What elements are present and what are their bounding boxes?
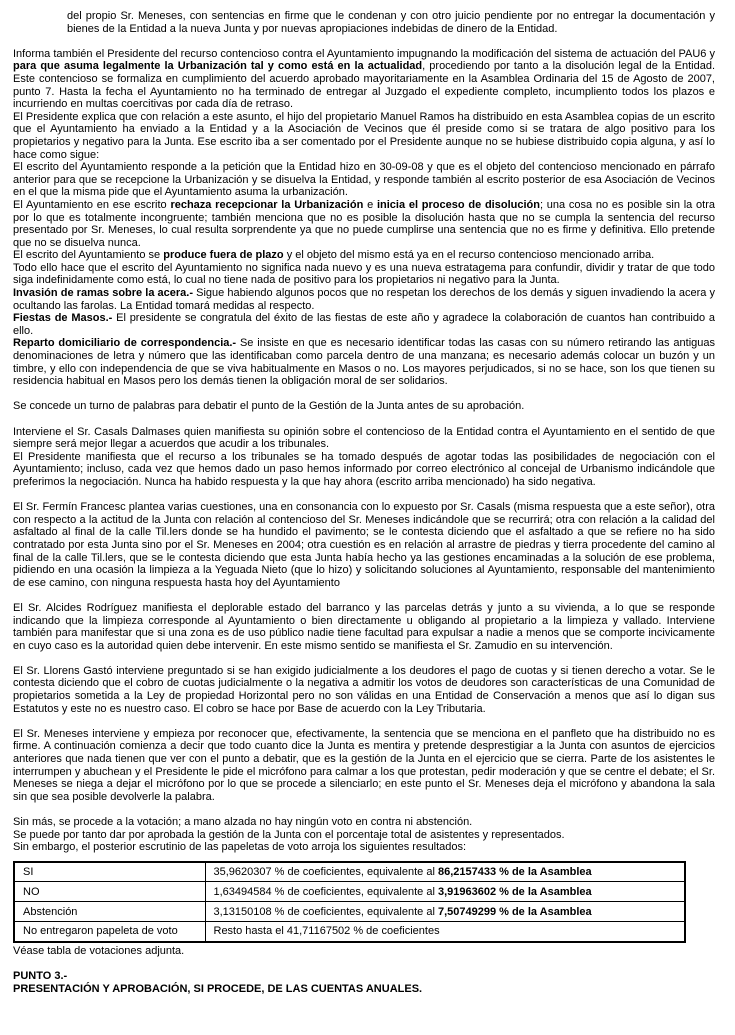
text-run: Informa también el Presidente del recurso contencioso contra el Ayuntamiento impugnando la modificación del sistema de actuación del PAU6 y [13, 47, 715, 60]
text-run: El Sr. Meneses interviene y empieza por reconocer que, efectivamente, la sentencia que se menciona en el panfleto que ha distribuido no es firme. A continuación comienza a decir que todo cuanto dice la Junta es mentira y pretende desprestigiar a la Junta con asuntos de ejercicios anteriores que nada tienen que ver con el punto a debatir, que es la gestión de la Junta en el ejercicio que se cierra. Parte de los asistentes le interrumpen y abuchean y el Presidente le pide el micrófono para calmar a los que protestan, pedir moderación y que se centre el debate; el Sr. Meneses se niega a dejar el micrófono por lo que se procede a silenciarlo; en este punto el Sr. Meneses deja el micrófono y abandona la sala sin que sea posible devolverle la palabra. [13, 727, 715, 803]
paragraph-spacer [13, 715, 715, 728]
table-row [14, 882, 685, 902]
text-run: Véase tabla de votaciones adjunta. [13, 944, 185, 957]
text-run-bold: 86,2157433 % de la Asamblea [437, 865, 592, 878]
vote-result-cell [205, 922, 685, 942]
paragraph-fermin-francesc [13, 501, 715, 589]
text-run-bold: para que asuma legalmente la Urbanización tal y como está en la actualidad [13, 60, 423, 73]
document-body [13, 10, 715, 995]
paragraph-casals-dalmases [13, 426, 715, 451]
paragraph-presidente-explica [13, 111, 715, 161]
paragraph-invasion-ramas [13, 287, 715, 312]
vote-option-cell: No entregaron papeleta de voto [14, 922, 205, 942]
paragraph-recurso-contencioso [13, 48, 715, 111]
text-run: El presidente se congratula del éxito de las fiestas de este año y agradece la colaboración de cuantos han contribuido a ello. [13, 312, 715, 337]
text-run: Se concede un turno de palabras para debatir el punto de la Gestión de la Junta antes de su aprobación. [13, 400, 525, 413]
paragraph-spacer [13, 489, 715, 502]
vote-result-cell [205, 862, 685, 882]
text-run: e [363, 198, 377, 211]
heading-cuentas-anuales [13, 983, 715, 996]
paragraph-fuera-de-plazo [13, 249, 715, 262]
paragraph-alcides-rodriguez [13, 602, 715, 652]
text-run: Todo ello hace que el escrito del Ayuntamiento no significa nada nuevo y es una nueva estratagema para confundir, dividir y tratar de que todo siga indefinidamente como está, lo cual no tiene nada de positivo para los propietarios ni negativo para la Junta. [13, 261, 715, 287]
paragraph-vease-tabla [13, 945, 715, 958]
paragraph-spacer [13, 35, 715, 48]
paragraph-meneses-sentencias [67, 10, 715, 35]
text-run: El Sr. Llorens Gastó interviene preguntado si se han exigido judicialmente a los deudores el pago de cuotas y si tienen derecho a votar. Se le contesta diciendo que el cobro de cuotas judicialmente o la negativa a admitir los votos de deudores son características de una Comunidad de propietarios sometida a la Ley de propiedad Horizontal pero no son válidas en una Entidad de Conservación a menos que así lo digan sus Estatutos y este no es nuestro caso. El cobro se hace por Base de acuerdo con la Ley Tributaria. [13, 664, 715, 715]
text-run: 3,13150108 % de coeficientes, equivalente al [213, 905, 438, 918]
text-run: , procediendo por tanto a la disolución legal de la Entidad. Este contencioso se formaliza en cumplimiento del acuerdo aprobado mayoritariamente en la Asamblea Ordinaria del 15 de Agosto de 2007, punto 7. Hasta la fecha el Ayuntamiento no ha terminado de entregar al Juzgado el expediente completo, incumpliento todos los plazos e incurriendo en multas coercitivas por cada día de retraso. [13, 60, 715, 111]
text-run-bold: 7,50749299 % de la Asamblea [437, 905, 592, 918]
vote-option-cell: Abstención [14, 902, 205, 922]
text-run: y el objeto del mismo está ya en el recurso contencioso mencionado arriba. [283, 249, 655, 262]
paragraph-spacer [13, 589, 715, 602]
paragraph-spacer [13, 413, 715, 426]
paragraph-meneses-interviene [13, 728, 715, 804]
text-run: 35,9620307 % de coeficientes, equivalente al [213, 865, 438, 878]
table-row [14, 862, 685, 882]
vote-results-table [13, 861, 686, 943]
text-run: El escrito del Ayuntamiento se [13, 249, 164, 262]
text-run-bold: rechaza recepcionar la Urbanización [170, 198, 364, 211]
paragraph-spacer [13, 652, 715, 665]
text-run: Interviene el Sr. Casals Dalmases quien manifiesta su opinión sobre el contencioso de la Entidad contra el Ayuntamiento en el sentido de que siempre será mejor llegar a acuerdos que acudir a los tribunales. [13, 425, 715, 451]
text-run: 1,63494584 % de coeficientes, equivalente al [213, 885, 438, 898]
text-run-bold: PRESENTACIÓN Y APROBACIÓN, SI PROCEDE, DE LAS CUENTAS ANUALES. [13, 982, 423, 995]
paragraph-presidente-manifiesta [13, 451, 715, 489]
paragraph-spacer [13, 803, 715, 816]
text-run: El Sr. Alcides Rodríguez manifiesta el deplorable estado del barranco y las parcelas detrás y junto a su vivienda, a lo que se responde indicando que la limpieza corresponde al Ayuntamiento o bien directamente u obligando al propietario a la limpieza y vallado. Interviene también para manifestar que si una zona es de uso público nadie tiene facultad para expulsar a nadie a menos que se comporte incivicamente en cuyo caso es la autoridad quien debe intervenir. En este mismo sentido se manifiesta el Sr. Zamudio en su intervención. [13, 601, 715, 652]
text-run-bold: 3,91963602 % de la Asamblea [437, 885, 592, 898]
paragraph-rechaza-recepcionar [13, 199, 715, 249]
text-run-bold: PUNTO 3.- [13, 970, 68, 983]
text-run: Sin embargo, el posterior escrutinio de las papeletas de voto arroja los siguientes resultados: [13, 841, 467, 854]
paragraph-escrito-responde [13, 161, 715, 199]
text-run: El Presidente manifiesta que el recurso a los tribunales se ha tomado después de agotar todas las posibilidades de negociación con el Ayuntamiento; incluso, cada vez que hemos dado un paso hemos informado por correo electrónico al concejal de Urbanismo indicándole que preferimos la negociación. Nunca ha habido respuesta y la que hay ahora (escrito arriba mencionado) ha sido negativa. [13, 450, 715, 488]
vote-result-cell [205, 902, 685, 922]
text-run-bold: Invasión de ramas sobre la acera.- [13, 287, 194, 300]
text-run: El escrito del Ayuntamiento responde a la petición que la Entidad hizo en 30-09-08 y que es el objeto del contencioso mencionado en párrafo anterior para que se recepcione la Urbanización y se disuelva la Entidad, y responde también al escrito posterior de esa Asociación de Vecinos en el que la misma pide que el Ayuntamiento asuma la urbanización. [13, 161, 715, 199]
text-run-bold: inicia el proceso de disolución [376, 198, 540, 211]
text-run: Resto hasta el 41,71167502 % de coeficientes [213, 925, 440, 938]
table-row [14, 902, 685, 922]
vote-option-cell: NO [14, 882, 205, 902]
paragraph-llorens-gasto [13, 665, 715, 715]
table-row [14, 922, 685, 942]
paragraph-estratagema [13, 262, 715, 287]
heading-punto-3 [13, 970, 715, 983]
text-run: del propio Sr. Meneses, con sentencias en firme que le condenan y con otro juicio pendiente por no entregar la documentación y bienes de la Entidad a la nueva Junta y por nuevas apropiaciones indebidas de dinero de la Entidad. [67, 10, 715, 35]
text-run: El Sr. Fermín Francesc plantea varias cuestiones, una en consonancia con lo expuesto por Sr. Casals (misma respuesta que a este señor), otra con respecto a la actitud de la Junta con relación al contencioso del Sr. Meneses indicándole que se recurrirá; otra con relación a la calidad del asfaltado al final de la calle Til.lers donde se ha hundido el pavimento; se le contesta diciendo que el asfaltado a que se refiere no ha sido contratado por esta Junta sino por el Sr. Meneses en 2004; otra cuestión es en relación al arrastre de piedras y tierra procedente del camino al final de la calle Til.lers, que se le contesta diciendo que esta Junta había hecho ya las gestiones encaminadas a la solución de ese problema, pidiendo en una ocasión la limpieza a la Yeguada Nieto (que lo hizo) y solicitando soluciones al Ayuntamiento, responsable del mantenimiento de ese camino, con ninguna respuesta hasta hoy del Ayuntamiento [13, 501, 715, 589]
paragraph-spacer [13, 388, 715, 401]
text-run-bold: Reparto domiciliario de correspondencia.- [13, 337, 237, 350]
text-run: El Ayuntamiento en ese escrito [13, 198, 171, 211]
text-run: Se puede por tanto dar por aprobada la gestión de la Junta con el porcentaje total de asistentes y representados. [13, 828, 565, 841]
paragraph-votacion [13, 816, 715, 829]
vote-option-cell: SI [14, 862, 205, 882]
paragraph-reparto-correspondencia [13, 337, 715, 387]
text-run: Sigue habiendo algunos pocos que no respetan los derechos de los demás y siguen invadiendo la acera y ocultando las farolas. La Entidad tomará medidas al respecto. [13, 287, 715, 312]
text-run-bold: Fiestas de Masos.- [13, 312, 113, 325]
paragraph-aprobada-gestion [13, 829, 715, 842]
vote-result-cell [205, 882, 685, 902]
text-run: Se insiste en que es necesario identificar todas las casas con su número retirando las antiguas denominaciones de letra y número que las identificaban como parcela dentro de una manzana; es necesario además colocar un buzón y un timbre, y ello con independencia de que se viva habitualmente en Masos o no. Los mayores perjudicados, si no se hace, son los que tienen su residencia habitual en Masos pero los demás tienen la obligación moral de ser solidarios. [13, 337, 715, 388]
paragraph-turno-palabras [13, 400, 715, 413]
text-run: Sin más, se procede a la votación; a mano alzada no hay ningún voto en contra ni abstención. [13, 816, 473, 828]
paragraph-escrutinio [13, 841, 715, 854]
text-run-bold: produce fuera de plazo [163, 249, 284, 262]
paragraph-spacer [13, 958, 715, 971]
text-run: ; una cosa no es posible sin la otra por lo que es totalmente incongruente; también menciona que no es posible la disolución hasta que no se cumpla la sentencia del recurso presentado por Sr. Meneses, lo cual resulta sorprendente ya que no puede cumplirse una sentencia que no es firme y definitiva. Ello pretende que no se disuelva nunca. [13, 198, 716, 249]
text-run: El Presidente explica que con relación a este asunto, el hijo del propietario Manuel Ramos ha distribuido en esta Asamblea copias de un escrito que el Ayuntamiento ha enviado a la Entidad y a la Asociación de Vecinos que él preside como si se tratara de algo positivo para los propietarios y negativo para la Junta. Ese escrito iba a ser comentado por el Presidente aunque no se hubiese distribuido copia alguna, y así lo hace como sigue: [13, 110, 715, 161]
paragraph-fiestas-masos [13, 312, 715, 337]
